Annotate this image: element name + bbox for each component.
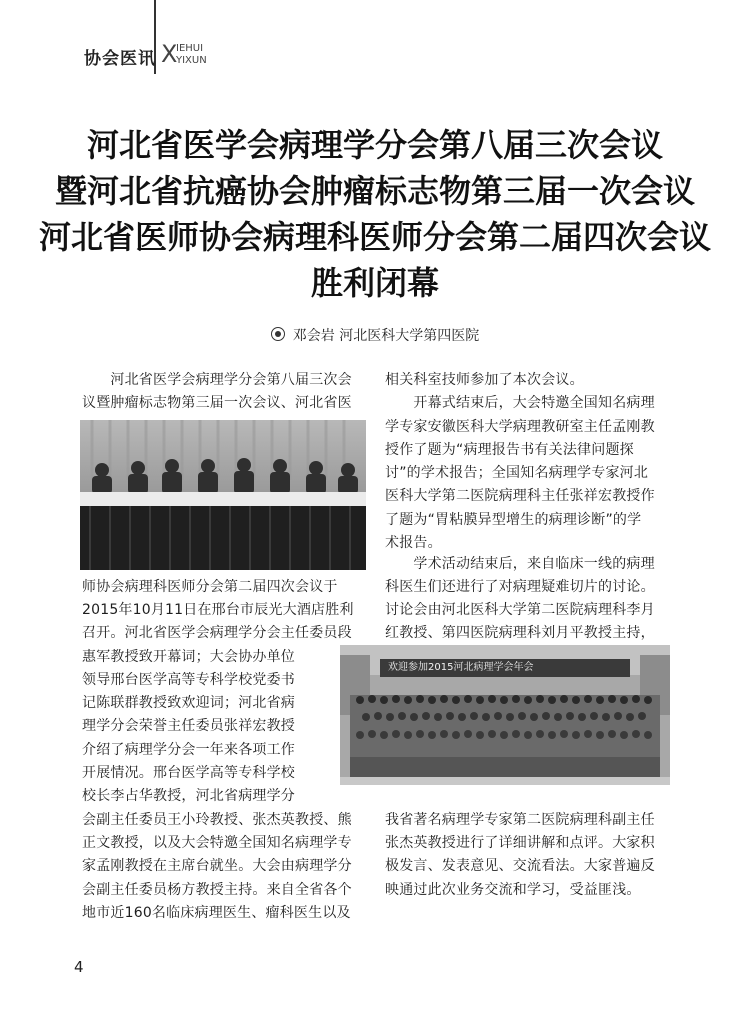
title-line-4: 胜利闭幕 [310,264,439,302]
logo-letter: X [161,40,178,68]
title-line-3: 河北省医师协会病理科医师分会第二届四次会议 [38,218,711,256]
logo-line1: IEHUI [176,43,204,54]
right-col-line: 医科大学第二医院病理科主任张祥宏教授作 [385,488,655,504]
right-col-line: 讨”的学术报告；全国知名病理学专家河北 [385,465,649,481]
title-line-2: 暨河北省抗癌协会肿瘤标志物第三届一次会议 [54,172,695,210]
logo-line2: YIXUN [176,55,207,66]
left-col-line: 校长李占华教授，河北省病理学分 [82,788,295,804]
author-text: 邓会岩 河北医科大学第四医院 [292,328,480,344]
left-col-line: 领导邢台医学高等专科学校党委书 [82,672,295,688]
right-col-line: 学术活动结束后，来自临床一线的病理 [385,556,655,572]
right-col-line: 张杰英教授进行了详细讲解和点评。大家积 [385,835,655,851]
left-col-line: 会副主任委员杨方教授主持。来自全省各个 [82,882,352,898]
left-col-line: 师协会病理科医师分会第二届四次会议于 [82,579,338,595]
right-col-line: 映通过此次业务交流和学习，受益匪浅。 [385,882,641,898]
title-line-1: 河北省医学会病理学分会第八届三次会议 [86,126,663,164]
author-line [0,325,750,345]
left-col-line: 河北省医学会病理学分会第八届三次会 [82,372,352,388]
group-photo [340,645,670,785]
left-col-line: 正文教授，以及大会特邀全国知名病理学专 [82,835,352,851]
left-col-line: 会副主任委员王小玲教授、张杰英教授、熊 [82,812,352,828]
right-col-line: 我省著名病理学专家第二医院病理科副主任 [385,812,655,828]
bullseye-icon [271,327,285,341]
right-col-line: 相关科室技师参加了本次会议。 [385,372,584,388]
banner-text: 欢迎参加2015河北病理学会年会 [388,662,534,673]
right-col-line: 科医生们还进行了对病理疑难切片的讨论。 [385,579,655,595]
right-col-line: 红教授、第四医院病理科刘月平教授主持， [385,625,655,641]
right-col-line: 极发言、发表意见、交流看法。大家普遍反 [385,858,655,874]
left-col-line: 介绍了病理学分会一年来各项工作 [82,742,295,758]
page-number: 4 [74,958,84,976]
section-logo [161,41,221,67]
right-col-line: 学专家安徽医科大学病理教研室主任孟刚教 [385,419,655,435]
meeting-photo [80,420,366,570]
left-col-line: 开展情况。邢台医学高等专科学校 [82,765,295,781]
left-col-line: 惠军教授致开幕词；大会协办单位 [82,649,295,665]
left-col-line: 记陈联群教授致欢迎词；河北省病 [82,695,295,711]
section-title: 协会医讯 [84,49,156,69]
article-title [0,122,750,306]
left-col-line: 召开。河北省医学会病理学分会主任委员段 [82,625,352,641]
left-col-line: 地市近160名临床病理医生、瘤科医生以及 [82,905,351,921]
right-col-line: 讨论会由河北医科大学第二医院病理科李月 [385,602,655,618]
left-col-line: 2015年10月11日在邢台市辰光大酒店胜利 [82,602,354,618]
left-col-line: 家孟刚教授在主席台就坐。大会由病理学分 [82,858,352,874]
left-col-line: 理学分会荣誉主任委员张祥宏教授 [82,718,295,734]
right-col-line: 授作了题为“病理报告书有关法律问题探 [385,442,634,458]
right-col-line: 开幕式结束后，大会特邀全国知名病理 [385,395,655,411]
right-col-line: 术报告。 [385,535,442,551]
left-col-line: 议暨肿瘤标志物第三届一次会议、河北省医 [82,395,352,411]
right-col-line: 了题为“胃粘膜异型增生的病理诊断”的学 [385,512,642,528]
